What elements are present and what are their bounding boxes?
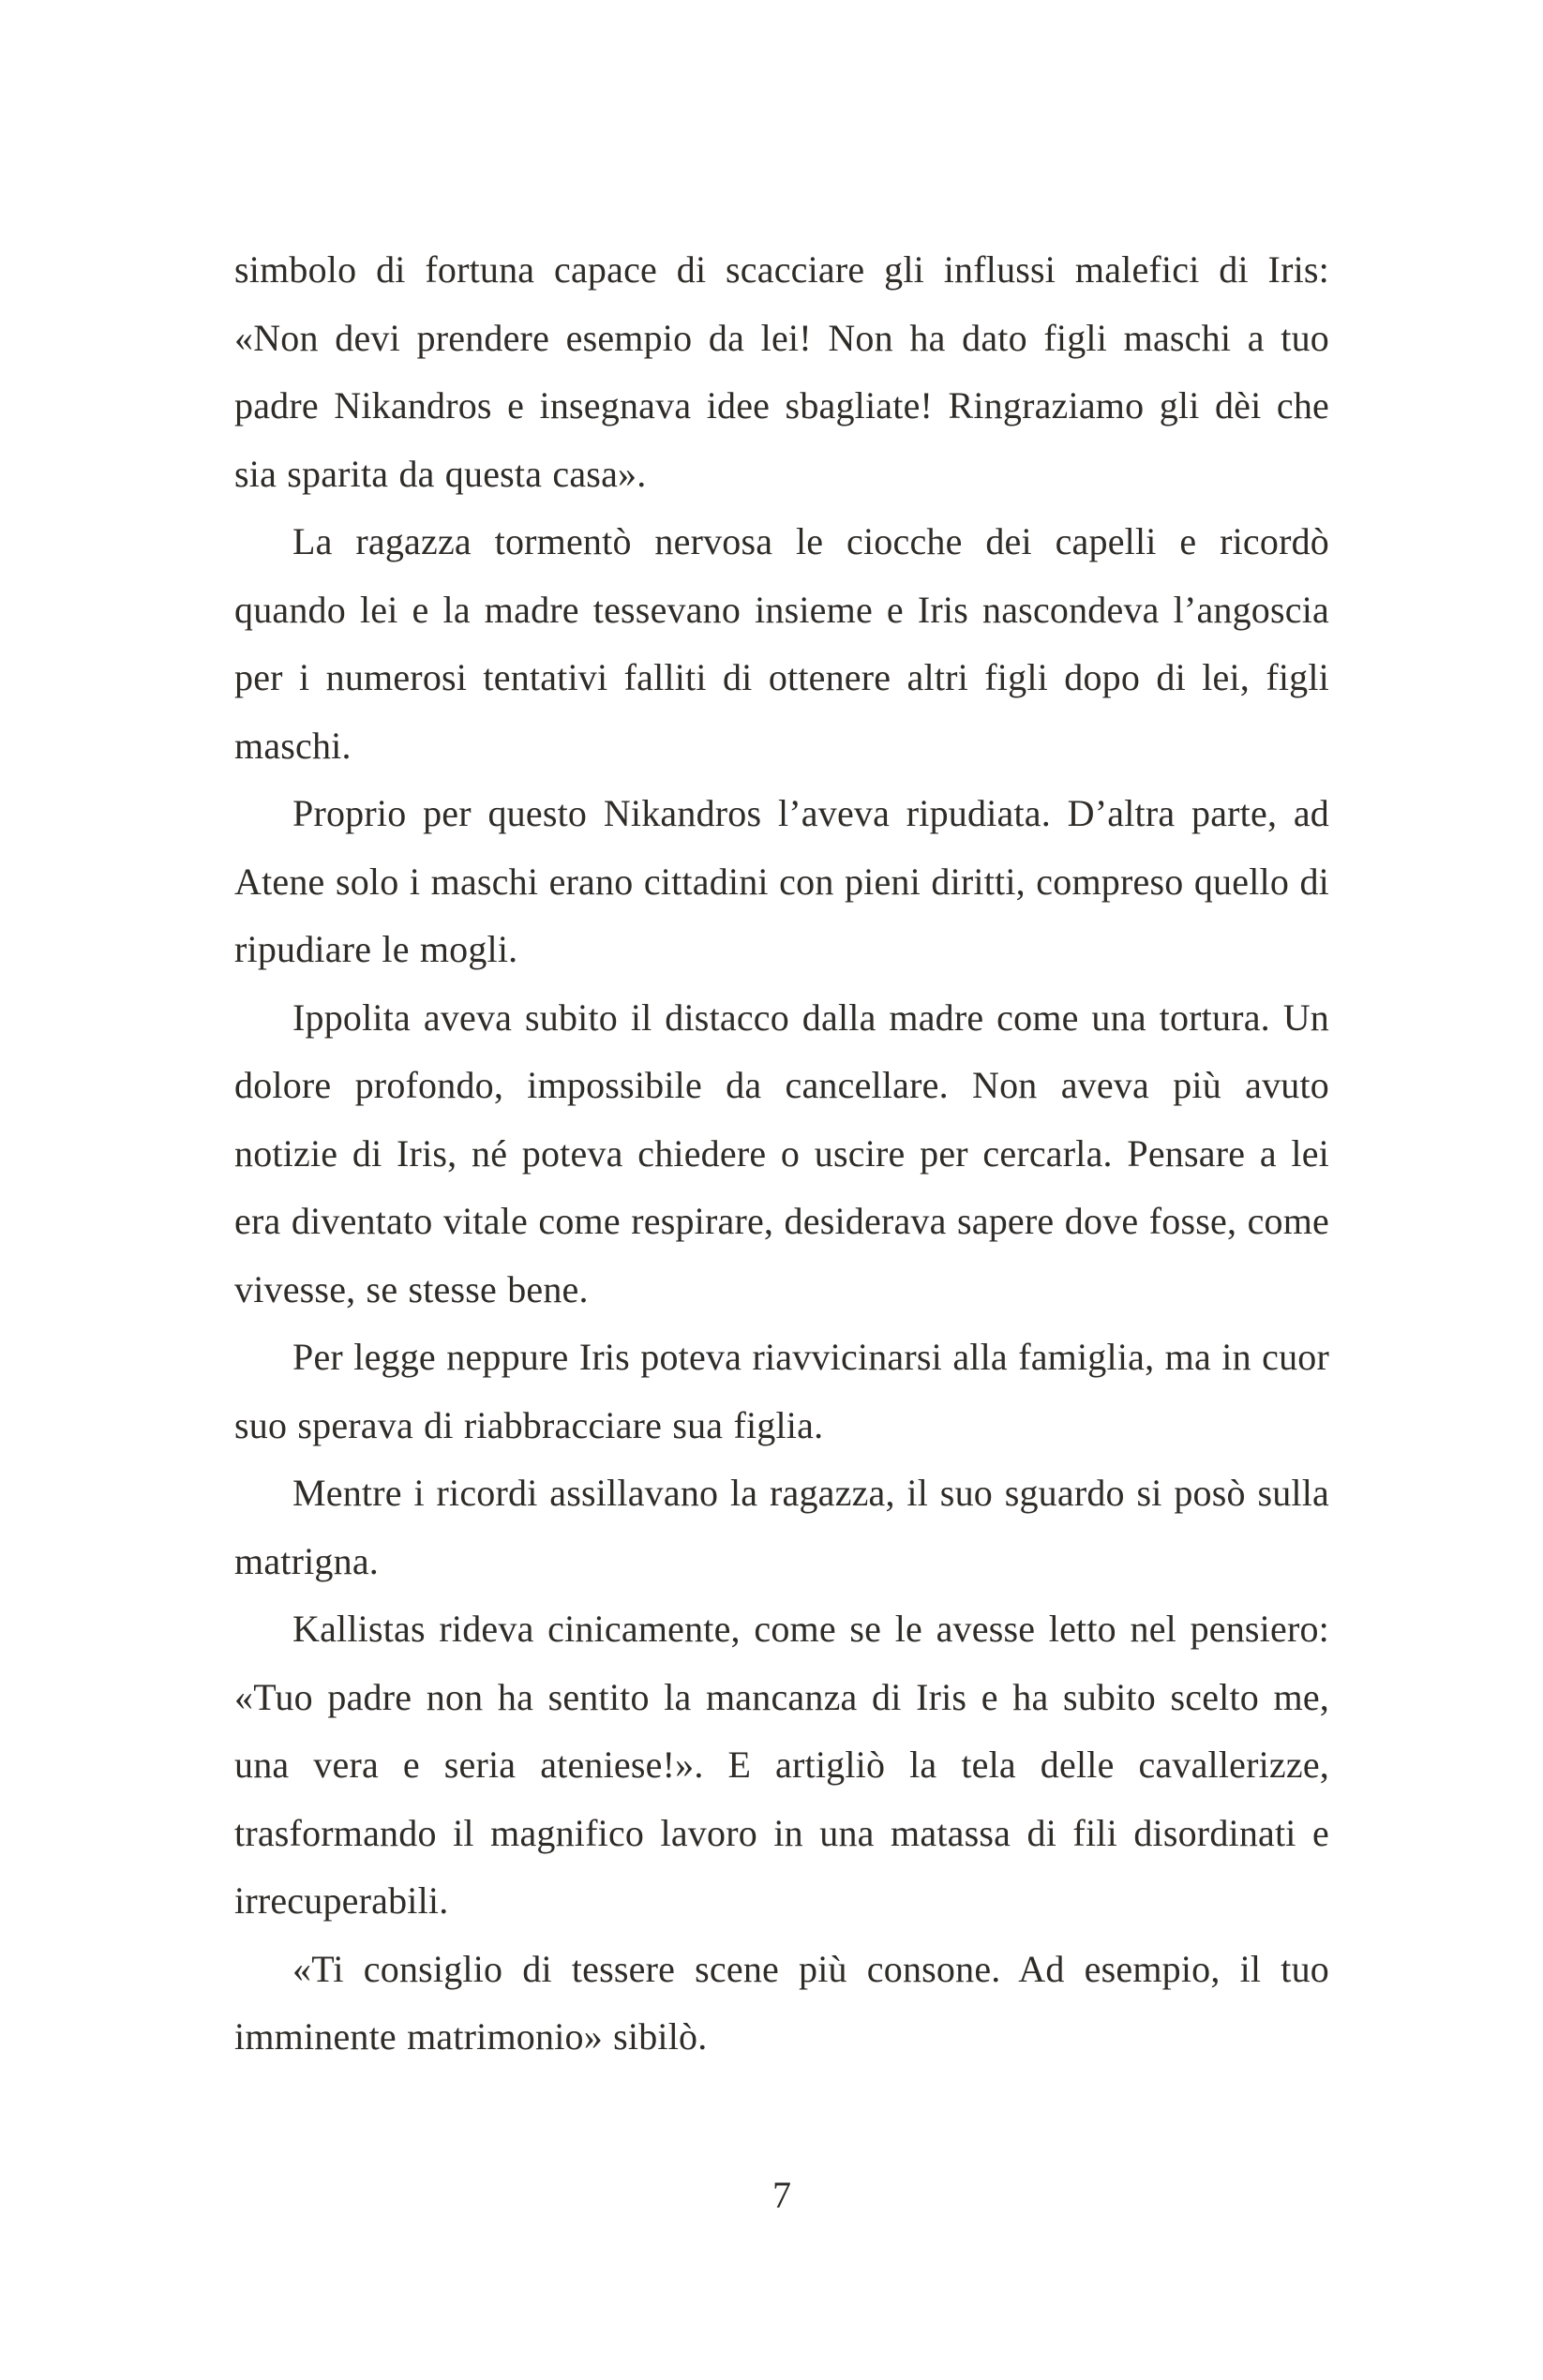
paragraph: La ragazza tormentò nervosa le ciocche dei capelli e ricordò quando lei e la madre tessevano insieme e Iris nascondeva l’angoscia per i numerosi tentativi falliti di ottenere altri figli dopo di lei, figli maschi. <box>234 520 1329 767</box>
paragraph: «Ti consiglio di tessere scene più consone. Ad esempio, il tuo imminente matrimonio» sibilò. <box>234 1947 1329 2058</box>
paragraph: simbolo di fortuna capace di scacciare gli influssi malefici di Iris: «Non devi prendere esempio da lei! Non ha dato figli maschi a tuo padre Nikandros e insegnava idee sbagliate! Ringraziamo gli dèi che sia sparita da questa casa». <box>234 248 1329 495</box>
paragraph: Kallistas rideva cinicamente, come se le avesse letto nel pensiero: «Tuo padre non ha sentito la mancanza di Iris e ha subito scelto me, una vera e seria ateniese!». E artigliò la tela delle cavallerizze, trasformando il magnifico lavoro in una matassa di fili disordinati e irrecuperabili. <box>234 1608 1329 1922</box>
page-number: 7 <box>772 2174 791 2216</box>
body-text <box>234 236 1329 2072</box>
paragraph: Per legge neppure Iris poteva riavvicinarsi alla famiglia, ma in cuor suo sperava di riabbracciare sua figlia. <box>234 1336 1329 1446</box>
paragraph: Proprio per questo Nikandros l’aveva ripudiata. D’altra parte, ad Atene solo i maschi erano cittadini con pieni diritti, compreso quello di ripudiare le mogli. <box>234 792 1329 970</box>
paragraph: Mentre i ricordi assillavano la ragazza, il suo sguardo si posò sulla matrigna. <box>234 1472 1329 1582</box>
paragraph: Ippolita aveva subito il distacco dalla madre come una tortura. Un dolore profondo, impossibile da cancellare. Non aveva più avuto notizie di Iris, né poteva chiedere o uscire per cercarla. Pensare a lei era diventato vitale come respirare, desiderava sapere dove fosse, come vivesse, se stesse bene. <box>234 995 1329 1310</box>
